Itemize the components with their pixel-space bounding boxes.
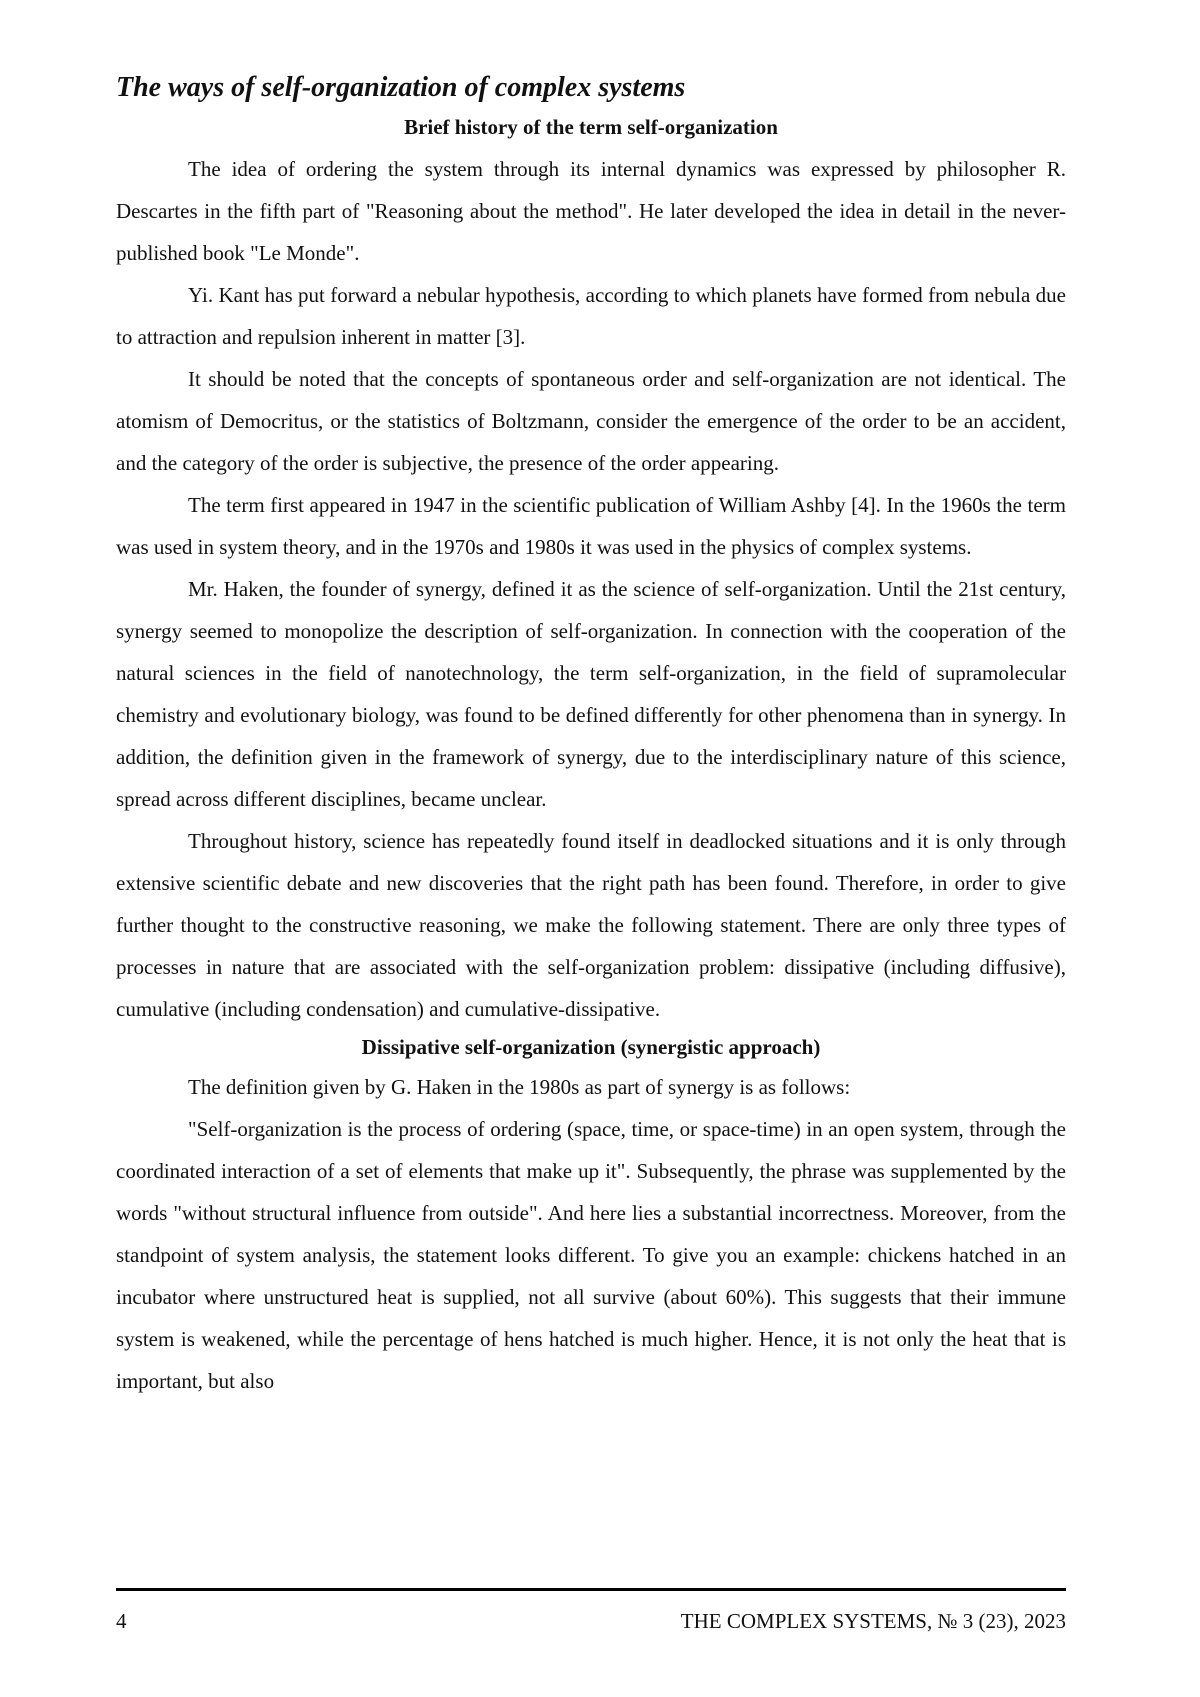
journal-reference: THE COMPLEX SYSTEMS, № 3 (23), 2023 (680, 1609, 1066, 1633)
subheading-dissipative: Dissipative self-organization (synergistic approach) (361, 1035, 821, 1059)
paragraph: The term first appeared in 1947 in the scientific publication of William Ashby [4]. In the 1960s the term was used in system theory, and in the 1970s and 1980s it was used in the physics of complex systems. (116, 493, 1066, 559)
paragraph: It should be noted that the concepts of spontaneous order and self-organization are not identical. The atomism of Democritus, or the statistics of Boltzmann, consider the emergence of the order to be an accident, and the category of the order is subjective, the presence of the order appearing. (116, 367, 1066, 475)
subheading-history: Brief history of the term self-organization (404, 115, 778, 139)
page-number: 4 (116, 1609, 127, 1633)
paragraph: The definition given by G. Haken in the 1980s as part of synergy is as follows: (188, 1075, 851, 1099)
paragraph: Throughout history, science has repeatedly found itself in deadlocked situations and it is only through extensive scientific debate and new discoveries that the right path has been found. Therefore, in order to give further thought to the constructive reasoning, we make the following statement. There are only three types of processes in nature that are associated with the self-organization problem: dissipative (including diffusive), cumulative (including condensation) and cumulative-dissipative. (116, 829, 1066, 1021)
paragraph: Mr. Haken, the founder of synergy, defined it as the science of self-organization. Until the 21st century, synergy seemed to monopolize the description of self-organization. In connection with the cooperation of the natural sciences in the field of nanotechnology, the term self-organization, in the field of supramolecular chemistry and evolutionary biology, was found to be defined differently for other phenomena than in synergy. In addition, the definition given in the framework of synergy, due to the interdisciplinary nature of this science, spread across different disciplines, became unclear. (116, 577, 1066, 811)
page-footer (116, 1606, 1066, 1636)
paragraph: The idea of ordering the system through its internal dynamics was expressed by philosopher R. Descartes in the fifth part of "Reasoning about the method". He later developed the idea in detail in the never-published book "Le Monde". (116, 157, 1066, 265)
paragraph: "Self-organization is the process of ordering (space, time, or space-time) in an open system, through the coordinated interaction of a set of elements that make up it". Subsequently, the phrase was supplemented by the words "without structural influence from outside". And here lies a substantial incorrectness. Moreover, from the standpoint of system analysis, the statement looks different. To give you an example: chickens hatched in an incubator where unstructured heat is supplied, not all survive (about 60%). This suggests that their immune system is weakened, while the percentage of hens hatched is much higher. Hence, it is not only the heat that is important, but also (116, 1117, 1066, 1393)
footer-rule (116, 1588, 1066, 1591)
paragraph: Yi. Kant has put forward a nebular hypothesis, according to which planets have formed from nebula due to attraction and repulsion inherent in matter [3]. (116, 283, 1066, 349)
section-title: The ways of self-organization of complex systems (116, 72, 686, 103)
page-content (116, 68, 1066, 1402)
